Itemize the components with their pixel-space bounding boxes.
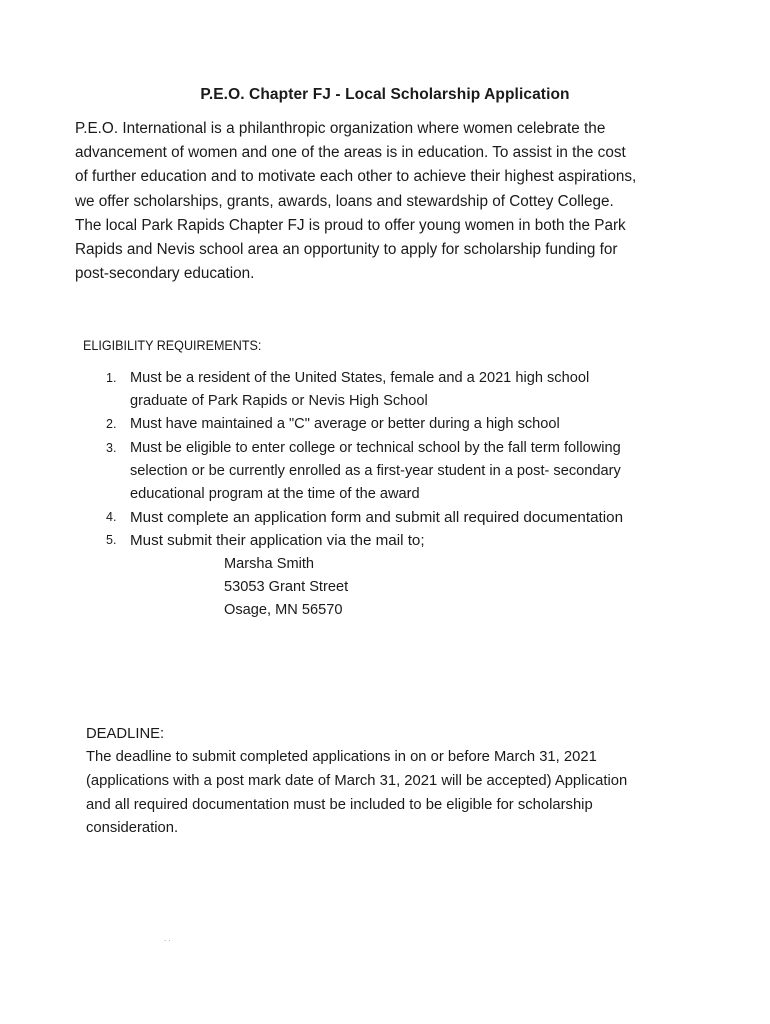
item-text: Must submit their application via the mail to; — [130, 532, 425, 550]
eligibility-item — [100, 529, 700, 552]
address-street: 53053 Grant Street — [224, 579, 349, 596]
eligibility-heading: ELIGIBILITY REQUIREMENTS: — [83, 338, 262, 353]
mailing-address — [224, 553, 348, 623]
item-text: Must be a resident of the United States, female and a 2021 high school — [130, 370, 590, 386]
deadline-heading: DEADLINE: — [86, 726, 165, 742]
item-text: selection or be currently enrolled as a first-year student in a post- secondary — [130, 462, 621, 479]
item-number: 3. — [106, 440, 117, 455]
item-number: 5. — [106, 533, 117, 548]
intro-line: advancement of women and one of the areas is in education. To assist in the cost — [75, 144, 626, 162]
eligibility-item — [100, 413, 700, 436]
deadline-line: consideration. — [86, 820, 179, 837]
item-text: educational program at the time of the award — [130, 486, 420, 503]
deadline-line: and all required documentation must be included to be eligible for scholarship — [86, 796, 593, 813]
item-number: 4. — [106, 510, 117, 525]
deadline-paragraph — [86, 746, 686, 841]
address-city: Osage, MN 56570 — [224, 602, 343, 619]
document-title: P.E.O. Chapter FJ - Local Scholarship Application — [200, 86, 570, 103]
eligibility-item — [100, 367, 700, 413]
item-text: Must be eligible to enter college or technical school by the fall term following — [130, 439, 621, 456]
intro-line: Rapids and Nevis school area an opportunity to apply for scholarship funding for — [75, 241, 618, 259]
eligibility-list — [100, 367, 700, 553]
address-name: Marsha Smith — [224, 556, 315, 572]
eligibility-item — [100, 506, 700, 529]
item-number: 1. — [106, 371, 117, 385]
eligibility-item — [100, 437, 700, 507]
item-text: graduate of Park Rapids or Nevis High School — [130, 393, 428, 410]
intro-line: of further education and to motivate each other to achieve their highest aspirations, — [75, 168, 637, 186]
intro-line: we offer scholarships, grants, awards, loans and stewardship of Cottey College. — [75, 192, 614, 210]
intro-line: The local Park Rapids Chapter FJ is proud to offer young women in both the Park — [75, 216, 626, 234]
intro-line: post-secondary education. — [75, 265, 255, 283]
item-text: Must complete an application form and submit all required documentation — [130, 509, 624, 527]
deadline-line: The deadline to submit completed applications in on or before March 31, 2021 — [86, 749, 597, 765]
item-number: 2. — [106, 417, 117, 432]
item-text: Must have maintained a "C" average or better during a high school — [130, 416, 560, 433]
intro-line: P.E.O. International is a philanthropic organization where women celebrate the — [75, 120, 606, 137]
footer-mark: . . — [164, 934, 171, 943]
deadline-line: (applications with a post mark date of March 31, 2021 will be accepted) Application — [86, 772, 628, 789]
intro-paragraph — [75, 117, 695, 286]
